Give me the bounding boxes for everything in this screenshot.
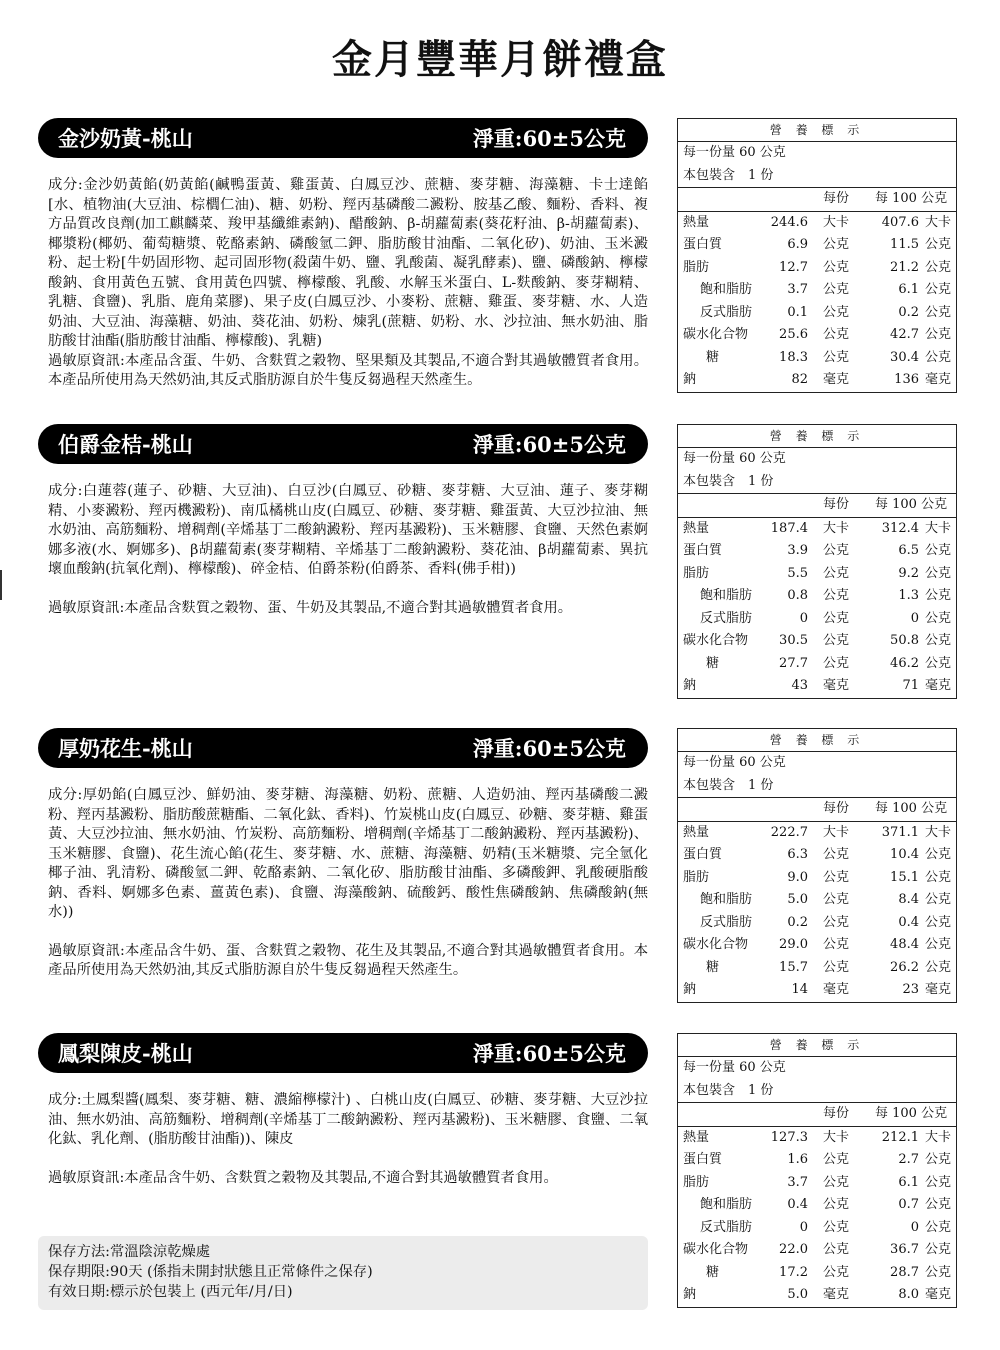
nutrition-row	[678, 1217, 956, 1240]
per-serving-value: 29.0	[779, 937, 808, 952]
product-header-bar	[38, 424, 648, 464]
per-serving-value: 0.1	[787, 304, 808, 320]
nutrition-row	[678, 302, 956, 325]
per-100g-unit: 毫克	[924, 372, 951, 387]
per-100g-unit: 毫克	[924, 982, 951, 997]
nutrient-label: 碳水化合物	[683, 937, 749, 952]
per-100g-unit: 公克	[924, 1219, 951, 1235]
per-100g-unit: 公克	[924, 349, 951, 365]
per-serving-value: 9.0	[787, 869, 808, 885]
nutrition-row	[678, 1262, 956, 1285]
per-100g-value: 50.8	[890, 633, 919, 648]
per-serving-value: 82	[791, 372, 808, 387]
nutrition-row	[678, 821, 956, 845]
nutrition-row	[678, 1149, 956, 1172]
nutrition-row	[678, 867, 956, 890]
product-header-bar	[38, 728, 648, 768]
per-serving-value: 17.2	[779, 1264, 808, 1280]
per-serving-value: 43	[791, 678, 808, 693]
per-100g-unit: 公克	[924, 1152, 951, 1167]
product-name: 金沙奶黃-桃山	[58, 126, 193, 151]
per-100g-unit: 公克	[924, 914, 951, 930]
nutrient-label: 糖	[706, 655, 720, 671]
nutrient-label: 蛋白質	[683, 1152, 723, 1167]
nutrient-label: 碳水化合物	[683, 327, 749, 342]
per-100g-unit: 公克	[924, 610, 951, 626]
nutrition-title: 營 養 標 示	[769, 123, 865, 137]
serving-size: 每一份量 60 公克	[683, 1060, 786, 1075]
per-serving-value: 3.9	[787, 543, 808, 558]
page-title: 金月豐華月餅禮盒	[332, 36, 668, 83]
nutrition-row	[678, 630, 956, 653]
nutrition-row	[678, 957, 956, 980]
per-serving-value: 244.6	[770, 214, 808, 230]
col-per-serving: 每份	[823, 1106, 850, 1121]
per-serving-unit: 公克	[823, 610, 850, 626]
per-100g-unit: 公克	[924, 959, 951, 975]
per-100g-unit: 公克	[924, 282, 951, 297]
per-serving-value: 127.3	[770, 1129, 808, 1145]
per-100g-value: 1.3	[898, 588, 919, 603]
nutrient-label: 碳水化合物	[683, 1242, 749, 1257]
per-serving-unit: 公克	[823, 914, 850, 930]
per-100g-unit: 公克	[924, 327, 951, 342]
per-serving-value: 5.0	[787, 1287, 808, 1302]
product-weight: 淨重:60±5公克	[472, 1041, 626, 1066]
per-serving-value: 6.3	[787, 847, 808, 862]
per-serving-unit: 毫克	[823, 372, 850, 387]
per-serving-unit: 公克	[823, 892, 850, 907]
nutrition-facts-table	[677, 424, 957, 699]
nutrition-row	[678, 653, 956, 676]
per-serving-unit: 公克	[823, 1197, 850, 1212]
product-name: 厚奶花生-桃山	[58, 736, 193, 761]
nutrient-label: 熱量	[683, 1129, 710, 1145]
serving-size: 每一份量 60 公克	[683, 755, 786, 770]
servings-value: 1 份	[748, 1082, 774, 1098]
allergen-text: 過敏原資訊:本產品含牛奶、蛋、含麩質之穀物、花生及其製品,不適合對其過敏體質者食用。本產品所使用為天然奶油,其反式脂肪源自於牛隻反芻過程天然產生。	[48, 942, 648, 978]
per-100g-value: 46.2	[890, 655, 919, 671]
nutrient-label: 蛋白質	[683, 237, 723, 252]
per-100g-value: 21.2	[890, 259, 919, 275]
per-serving-unit: 公克	[823, 937, 850, 952]
per-100g-unit: 大卡	[924, 214, 951, 230]
allergen-text: 過敏原資訊:本產品含牛奶、含麩質之穀物及其製品,不適合對其過敏體質者食用。	[48, 1169, 558, 1186]
per-100g-value: 0.2	[898, 304, 919, 320]
nutrient-label: 反式脂肪	[700, 1219, 753, 1235]
storage-method: 保存方法:常溫陰涼乾燥處	[48, 1244, 211, 1260]
product-weight: 淨重:60±5公克	[472, 736, 626, 761]
allergen-text: 過敏原資訊:本產品含蛋、牛奶、含麩質之穀物、堅果類及其製品,不適合對其過敏體質者食用。本產品所使用為天然奶油,其反式脂肪源自於牛隻反芻過程天然產生。	[48, 352, 648, 388]
per-100g-value: 10.4	[890, 847, 919, 862]
per-serving-unit: 公克	[823, 847, 850, 862]
per-serving-unit: 公克	[823, 1264, 850, 1280]
per-100g-value: 48.4	[890, 937, 919, 952]
product-weight: 淨重:60±5公克	[472, 432, 626, 457]
per-100g-unit: 公克	[924, 1242, 951, 1257]
per-serving-unit: 公克	[823, 869, 850, 885]
per-100g-value: 407.6	[881, 214, 919, 230]
nutrient-label: 鈉	[683, 372, 697, 387]
nutrition-row	[678, 1239, 956, 1262]
nutrient-label: 飽和脂肪	[700, 1197, 753, 1212]
nutrient-label: 熱量	[683, 824, 710, 840]
nutrition-row	[678, 585, 956, 608]
nutrition-facts-table	[677, 118, 957, 393]
servings-label: 本包裝含	[683, 167, 736, 183]
nutrition-row	[678, 369, 956, 392]
nutrient-label: 蛋白質	[683, 847, 723, 862]
per-serving-value: 187.4	[770, 520, 808, 536]
per-100g-value: 312.4	[881, 520, 919, 536]
per-serving-unit: 毫克	[823, 982, 850, 997]
per-100g-unit: 毫克	[924, 678, 951, 693]
per-100g-value: 11.5	[890, 237, 919, 252]
per-serving-value: 18.3	[779, 349, 808, 365]
nutrient-label: 熱量	[683, 214, 710, 230]
per-100g-unit: 公克	[924, 1174, 951, 1190]
per-serving-unit: 公克	[823, 633, 850, 648]
per-serving-unit: 公克	[823, 1152, 850, 1167]
per-100g-unit: 公克	[924, 565, 951, 581]
product-name: 伯爵金桔-桃山	[58, 432, 193, 457]
per-100g-unit: 公克	[924, 1264, 951, 1280]
per-serving-value: 222.7	[770, 824, 808, 840]
storage-period: 保存期限:90天 (係指未開封狀態且正常條件之保存)	[48, 1264, 373, 1280]
per-100g-value: 8.0	[898, 1287, 919, 1302]
per-100g-value: 6.1	[898, 1174, 919, 1190]
nutrient-label: 碳水化合物	[683, 633, 749, 648]
nutrient-label: 反式脂肪	[700, 610, 753, 626]
per-100g-value: 8.4	[898, 892, 919, 907]
per-serving-value: 15.7	[779, 959, 808, 975]
nutrition-row	[678, 1284, 956, 1307]
nutrition-row	[678, 889, 956, 912]
per-serving-value: 0.8	[787, 588, 808, 603]
per-100g-unit: 公克	[924, 237, 951, 252]
col-per-serving: 每份	[823, 801, 850, 816]
per-100g-value: 2.7	[898, 1152, 919, 1167]
nutrient-label: 熱量	[683, 520, 710, 536]
per-serving-value: 0	[799, 610, 808, 626]
nutrition-row	[678, 1194, 956, 1217]
per-100g-value: 0.4	[898, 914, 919, 930]
per-serving-unit: 公克	[823, 543, 850, 558]
nutrition-row	[678, 257, 956, 280]
per-100g-unit: 公克	[924, 847, 951, 862]
per-100g-value: 0.7	[898, 1197, 919, 1212]
nutrition-row	[678, 1126, 956, 1150]
nutrient-label: 反式脂肪	[700, 304, 753, 320]
nutrient-label: 鈉	[683, 1287, 697, 1302]
nutrition-row	[678, 324, 956, 347]
nutrient-label: 飽和脂肪	[700, 892, 753, 907]
servings-label: 本包裝含	[683, 473, 736, 489]
ingredients-text: 成分:土鳳梨醬(鳳梨、麥芽糖、糖、濃縮檸檬汁) 、白桃山皮(白鳳豆、砂糖、麥芽糖、大豆沙拉油、無水奶油、高筋麵粉、增稠劑(辛烯基丁二酸鈉澱粉、羥丙基澱粉)、玉米糖膠、食鹽、二氧化鈦、乳化劑、(脂肪酸甘油酯))、陳皮	[48, 1092, 648, 1147]
per-100g-value: 0	[910, 1219, 919, 1235]
product-section	[38, 728, 648, 981]
per-100g-value: 136	[894, 372, 919, 387]
per-serving-unit: 公克	[823, 282, 850, 297]
per-100g-value: 0	[910, 610, 919, 626]
per-serving-value: 3.7	[787, 1174, 808, 1190]
nutrition-row	[678, 540, 956, 563]
per-serving-value: 0	[799, 1219, 808, 1235]
per-serving-unit: 公克	[823, 304, 850, 320]
col-per-100g: 每 100 公克	[875, 191, 948, 206]
per-serving-unit: 公克	[823, 1174, 850, 1190]
per-100g-value: 6.1	[898, 282, 919, 297]
nutrient-label: 脂肪	[683, 1174, 710, 1190]
nutrient-label: 鈉	[683, 678, 697, 693]
per-serving-value: 0.2	[787, 914, 808, 930]
product-section	[38, 1033, 648, 1188]
per-100g-value: 6.5	[898, 543, 919, 558]
nutrition-row	[678, 979, 956, 1002]
per-serving-unit: 公克	[823, 1242, 850, 1257]
per-100g-unit: 公克	[924, 869, 951, 885]
storage-info-box	[38, 1236, 648, 1310]
per-100g-unit: 公克	[924, 655, 951, 671]
per-100g-value: 42.7	[890, 327, 919, 342]
nutrient-label: 飽和脂肪	[700, 588, 753, 603]
per-serving-unit: 公克	[823, 1219, 850, 1235]
per-serving-value: 12.7	[779, 259, 808, 275]
nutrition-row	[678, 517, 956, 541]
per-100g-unit: 公克	[924, 259, 951, 275]
per-100g-value: 23	[902, 982, 919, 997]
nutrient-label: 脂肪	[683, 869, 710, 885]
per-serving-value: 0.4	[787, 1197, 808, 1212]
per-100g-unit: 公克	[924, 543, 951, 558]
per-serving-value: 6.9	[787, 237, 808, 252]
nutrition-row	[678, 844, 956, 867]
storage-expiry: 有效日期:標示於包裝上 (西元年/月/日)	[48, 1284, 293, 1300]
col-per-serving: 每份	[823, 191, 850, 206]
per-serving-unit: 大卡	[823, 824, 850, 840]
per-serving-unit: 毫克	[823, 1287, 850, 1302]
serving-size: 每一份量 60 公克	[683, 451, 786, 466]
nutrient-label: 鈉	[683, 982, 697, 997]
nutrition-row	[678, 934, 956, 957]
per-100g-unit: 公克	[924, 588, 951, 603]
per-serving-unit: 毫克	[823, 678, 850, 693]
per-100g-value: 26.2	[890, 959, 919, 975]
nutrition-title: 營 養 標 示	[769, 733, 865, 747]
per-100g-unit: 大卡	[924, 1129, 951, 1145]
servings-value: 1 份	[748, 473, 774, 489]
per-serving-value: 14	[791, 982, 808, 997]
per-serving-value: 5.5	[787, 565, 808, 581]
nutrient-label: 糖	[706, 959, 720, 975]
per-100g-unit: 公克	[924, 892, 951, 907]
nutrient-label: 反式脂肪	[700, 914, 753, 930]
per-serving-unit: 大卡	[823, 1129, 850, 1145]
nutrient-label: 飽和脂肪	[700, 282, 753, 297]
ingredients-text: 成分:厚奶餡(白鳳豆沙、鮮奶油、麥芽糖、海藻糖、奶粉、蔗糖、人造奶油、羥丙基磷酸二澱粉、羥丙基澱粉、脂肪酸蔗糖酯、二氧化鈦、香料)、竹炭桃山皮(白鳳豆、砂糖、麥芽糖、雞蛋黃、大豆沙拉油、無水奶油、竹炭粉、高筋麵粉、增稠劑(辛烯基丁二酸鈉澱粉、羥丙基澱粉)、玉米糖膠、食鹽)、花生流心餡(花生、麥芽糖、水、蔗糖、海藻糖、奶精(玉米糖漿、完全氫化椰子油、乳清粉、磷酸氫二鉀、乾酪素鈉、二氧化矽、脂肪酸甘油酯、多磷酸鉀、乳酸硬脂酸鈉、香料、婀娜多色素、薑黃色素)、食鹽、海藻酸鈉、硫酸鈣、酸性焦磷酸鈉、焦磷酸鈉(無水))	[48, 787, 648, 920]
nutrition-row	[678, 234, 956, 257]
per-serving-unit: 公克	[823, 565, 850, 581]
per-100g-unit: 公克	[924, 937, 951, 952]
nutrition-title: 營 養 標 示	[769, 429, 865, 443]
per-100g-value: 9.2	[898, 565, 919, 581]
nutrition-row	[678, 563, 956, 586]
per-100g-unit: 毫克	[924, 1287, 951, 1302]
nutrient-label: 蛋白質	[683, 543, 723, 558]
nutrient-label: 糖	[706, 349, 720, 365]
per-serving-value: 3.7	[787, 282, 808, 297]
ingredients-text: 成分:白蓮蓉(蓮子、砂糖、大豆油)、白豆沙(白鳳豆、砂糖、麥芽糖、大豆油、蓮子、麥芽糊精、小麥澱粉、羥丙機澱粉)、南瓜橘桃山皮(白鳳豆、砂糖、麥芽糖、雞蛋黃、大豆沙拉油、無水奶油、高筋麵粉、增稠劑(辛烯基丁二酸鈉澱粉、羥丙基澱粉)、玉米糖膠、食鹽、天然色素婀娜多液(水、婀娜多)、β胡蘿蔔素(麥芽糊精、辛烯基丁二酸鈉澱粉、葵花油、β胡蘿蔔素、異抗壞血酸鈉(抗氧化劑)、檸檬酸)、碎金桔、伯爵茶粉(伯爵茶、香料(佛手柑))	[48, 483, 648, 577]
per-100g-unit: 公克	[924, 1197, 951, 1212]
col-per-100g: 每 100 公克	[875, 1106, 948, 1121]
col-per-100g: 每 100 公克	[875, 497, 948, 512]
per-100g-value: 15.1	[890, 869, 919, 885]
per-100g-unit: 大卡	[924, 520, 951, 536]
per-100g-value: 36.7	[890, 1242, 919, 1257]
per-serving-unit: 大卡	[823, 214, 850, 230]
nutrient-label: 脂肪	[683, 565, 710, 581]
per-serving-unit: 大卡	[823, 520, 850, 536]
nutrition-row	[678, 347, 956, 370]
per-serving-unit: 公克	[823, 959, 850, 975]
per-serving-unit: 公克	[823, 237, 850, 252]
nutrient-label: 糖	[706, 1264, 720, 1280]
product-section	[38, 424, 648, 618]
product-name: 鳳梨陳皮-桃山	[58, 1041, 193, 1066]
per-100g-unit: 大卡	[924, 824, 951, 840]
nutrition-row	[678, 279, 956, 302]
per-serving-unit: 公克	[823, 259, 850, 275]
per-100g-unit: 公克	[924, 304, 951, 320]
nutrition-row	[678, 211, 956, 235]
nutrition-facts-table	[677, 1033, 957, 1308]
product-section	[38, 118, 648, 391]
nutrition-row	[678, 1172, 956, 1195]
product-header-bar	[38, 1033, 648, 1073]
per-serving-value: 5.0	[787, 892, 808, 907]
per-serving-value: 25.6	[779, 327, 808, 342]
product-weight: 淨重:60±5公克	[472, 126, 626, 151]
servings-label: 本包裝含	[683, 777, 736, 793]
per-serving-value: 30.5	[779, 633, 808, 648]
nutrition-row	[678, 675, 956, 698]
edge-mark	[0, 570, 2, 600]
servings-label: 本包裝含	[683, 1082, 736, 1098]
servings-value: 1 份	[748, 167, 774, 183]
allergen-text: 過敏原資訊:本產品含麩質之穀物、蛋、牛奶及其製品,不適合對其過敏體質者食用。	[48, 599, 573, 616]
col-per-100g: 每 100 公克	[875, 801, 948, 816]
per-100g-value: 71	[902, 678, 919, 693]
per-serving-value: 1.6	[787, 1152, 808, 1167]
nutrition-row	[678, 608, 956, 631]
per-serving-unit: 公克	[823, 588, 850, 603]
per-serving-unit: 公克	[823, 349, 850, 365]
per-serving-value: 27.7	[779, 655, 808, 671]
per-100g-value: 28.7	[890, 1264, 919, 1280]
product-header-bar	[38, 118, 648, 158]
per-100g-value: 371.1	[881, 824, 919, 840]
serving-size: 每一份量 60 公克	[683, 145, 786, 160]
per-100g-unit: 公克	[924, 633, 951, 648]
per-serving-value: 22.0	[779, 1242, 808, 1257]
nutrient-label: 脂肪	[683, 259, 710, 275]
nutrition-title: 營 養 標 示	[769, 1038, 865, 1052]
per-100g-value: 212.1	[881, 1129, 919, 1145]
ingredients-text: 成分:金沙奶黃餡(奶黃餡(鹹鴨蛋黃、雞蛋黃、白鳳豆沙、蔗糖、麥芽糖、海藻糖、卡士達餡[水、植物油(大豆油、棕櫚仁油)、糖、奶粉、羥丙基磷酸二澱粉、胺基乙酸、麵粉、香料、複方品質改良劑(加工麒麟菜、羧甲基纖維素鈉)、醋酸鈉、β-胡蘿蔔素(葵花籽油、β-胡蘿蔔素)、椰漿粉(椰奶、葡萄糖漿、乾酪素鈉、磷酸氫二鉀、脂肪酸甘油酯、二氧化矽)、奶油、玉米澱粉、起士粉[牛奶固形物、起司固形物(殺菌牛奶、鹽、乳酸菌、凝乳酵素)、鹽、磷酸鈉、檸檬酸鈉、食用黃色五號、食用黃色四號、檸檬酸、乳酸、水解玉米蛋白、L-麩酸鈉、麥芽糊精、乳糖、食鹽)、乳脂、鹿角菜膠)、果子皮(白鳳豆沙、小麥粉、蔗糖、雞蛋、麥芽糖、水、人造奶油、大豆油、海藻糖、奶油、葵花油、奶粉、煉乳(蔗糖、奶粉、水、沙拉油、無水奶油、脂肪酸甘油酯(脂肪酸甘油酯、檸檬酸)、乳糖)	[48, 177, 648, 349]
servings-value: 1 份	[748, 777, 774, 793]
nutrition-row	[678, 912, 956, 935]
col-per-serving: 每份	[823, 497, 850, 512]
per-serving-unit: 公克	[823, 655, 850, 671]
nutrition-facts-table	[677, 728, 957, 1003]
per-100g-value: 30.4	[890, 349, 919, 365]
per-serving-unit: 公克	[823, 327, 850, 342]
